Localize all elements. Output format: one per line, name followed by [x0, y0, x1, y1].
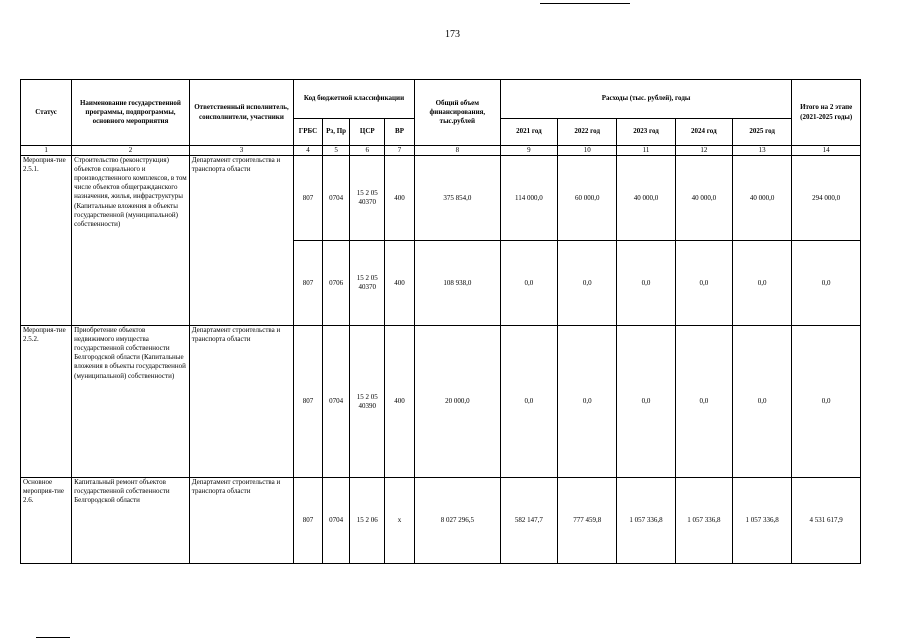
header-stage-total: Итого на 2 этапе (2021-2025 годы): [792, 80, 861, 146]
rzpr-cell: 0704: [322, 326, 350, 478]
name-cell: Капитальный ремонт объектов государственной собственности Белгородской области: [72, 478, 190, 564]
y2021-cell: 0,0: [500, 326, 557, 478]
executor-cell: Департамент строительства и транспорта области: [189, 326, 293, 478]
total-cell: 8 027 296,5: [414, 478, 500, 564]
y2022-cell: 0,0: [558, 326, 617, 478]
header-status: Статус: [21, 80, 72, 146]
y2025-cell: 0,0: [732, 326, 791, 478]
stage-total-cell: 0,0: [792, 326, 861, 478]
y2023-cell: 1 057 336,8: [617, 478, 675, 564]
column-number: 2: [72, 146, 190, 156]
y2023-cell: 0,0: [617, 326, 675, 478]
rzpr-cell: 0704: [322, 478, 350, 564]
rzpr-cell: 0706: [322, 241, 350, 326]
page-number: 173: [445, 29, 460, 40]
y2021-cell: 0,0: [500, 241, 557, 326]
header-2021: 2021 год: [500, 119, 557, 146]
column-number: 13: [732, 146, 791, 156]
rzpr-cell: 0704: [322, 156, 350, 241]
csr-cell: 15 2 06: [350, 478, 385, 564]
y2024-cell: 0,0: [675, 326, 732, 478]
header-budget-code: Код бюджетной классификации: [294, 80, 415, 119]
status-cell: Основное мероприя-тие 2.6.: [21, 478, 72, 564]
y2021-cell: 114 000,0: [500, 156, 557, 241]
vr-cell: 400: [385, 241, 415, 326]
header-csr: ЦСР: [350, 119, 385, 146]
column-number: 9: [500, 146, 557, 156]
executor-cell: Департамент строительства и транспорта области: [189, 478, 293, 564]
vr-cell: 400: [385, 326, 415, 478]
column-number: 5: [322, 146, 350, 156]
vr-cell: х: [385, 478, 415, 564]
y2023-cell: 0,0: [617, 241, 675, 326]
budget-table: [20, 79, 861, 564]
status-cell: Мероприя-тие 2.5.2.: [21, 326, 72, 478]
y2025-cell: 0,0: [732, 241, 791, 326]
header-expenses: Расходы (тыс. рублей), годы: [500, 80, 792, 119]
header-executor: Ответственный исполнитель, соисполнители, участники: [189, 80, 293, 146]
column-number: 1: [21, 146, 72, 156]
column-number: 14: [792, 146, 861, 156]
total-cell: 108 938,0: [414, 241, 500, 326]
column-number: 3: [189, 146, 293, 156]
csr-cell: 15 2 05 40370: [350, 241, 385, 326]
scan-artifact-line: [540, 3, 630, 4]
y2025-cell: 1 057 336,8: [732, 478, 791, 564]
grbs-cell: 807: [294, 478, 323, 564]
table-row: [21, 478, 861, 564]
y2022-cell: 777 459,8: [558, 478, 617, 564]
table-row: [21, 156, 861, 241]
y2023-cell: 40 000,0: [617, 156, 675, 241]
name-cell: Строительство (реконструкция) объектов социального и производственного комплексов, в том числе объектов общегражданского назначения, жилья, инфраструктуры (Капитальные вложения в объекты государственной (муниципальной) собственности): [72, 156, 190, 326]
column-number: 11: [617, 146, 675, 156]
y2024-cell: 40 000,0: [675, 156, 732, 241]
column-number: 7: [385, 146, 415, 156]
y2024-cell: 1 057 336,8: [675, 478, 732, 564]
grbs-cell: 807: [294, 156, 323, 241]
column-number: 12: [675, 146, 732, 156]
column-number-row: [21, 146, 861, 156]
stage-total-cell: 0,0: [792, 241, 861, 326]
y2025-cell: 40 000,0: [732, 156, 791, 241]
y2021-cell: 582 147,7: [500, 478, 557, 564]
grbs-cell: 807: [294, 326, 323, 478]
name-cell: Приобретение объектов недвижимого имущества государственной собственности Белгородской области (Капитальные вложения в объекты государственной (муниципальной) собственности): [72, 326, 190, 478]
column-number: 6: [350, 146, 385, 156]
status-cell: Мероприя-тие 2.5.1.: [21, 156, 72, 326]
column-number: 8: [414, 146, 500, 156]
header-grbs: ГРБС: [294, 119, 323, 146]
stage-total-cell: 294 000,0: [792, 156, 861, 241]
header-2025: 2025 год: [732, 119, 791, 146]
vr-cell: 400: [385, 156, 415, 241]
header-vr: ВР: [385, 119, 415, 146]
csr-cell: 15 2 05 40390: [350, 326, 385, 478]
total-cell: 375 854,0: [414, 156, 500, 241]
header-rzpr: Рз, Пр: [322, 119, 350, 146]
total-cell: 20 000,0: [414, 326, 500, 478]
header-2024: 2024 год: [675, 119, 732, 146]
scan-artifact-line: [36, 637, 70, 638]
y2022-cell: 0,0: [558, 241, 617, 326]
column-number: 4: [294, 146, 323, 156]
y2022-cell: 60 000,0: [558, 156, 617, 241]
header-name: Наименование государственной программы, подпрограммы, основного мероприятия: [72, 80, 190, 146]
grbs-cell: 807: [294, 241, 323, 326]
table-row: [21, 326, 861, 478]
header-total-volume: Общий объем финансирования, тыс.рублей: [414, 80, 500, 146]
executor-cell: Департамент строительства и транспорта области: [189, 156, 293, 326]
column-number: 10: [558, 146, 617, 156]
y2024-cell: 0,0: [675, 241, 732, 326]
header-2023: 2023 год: [617, 119, 675, 146]
stage-total-cell: 4 531 617,9: [792, 478, 861, 564]
csr-cell: 15 2 05 40370: [350, 156, 385, 241]
header-2022: 2022 год: [558, 119, 617, 146]
